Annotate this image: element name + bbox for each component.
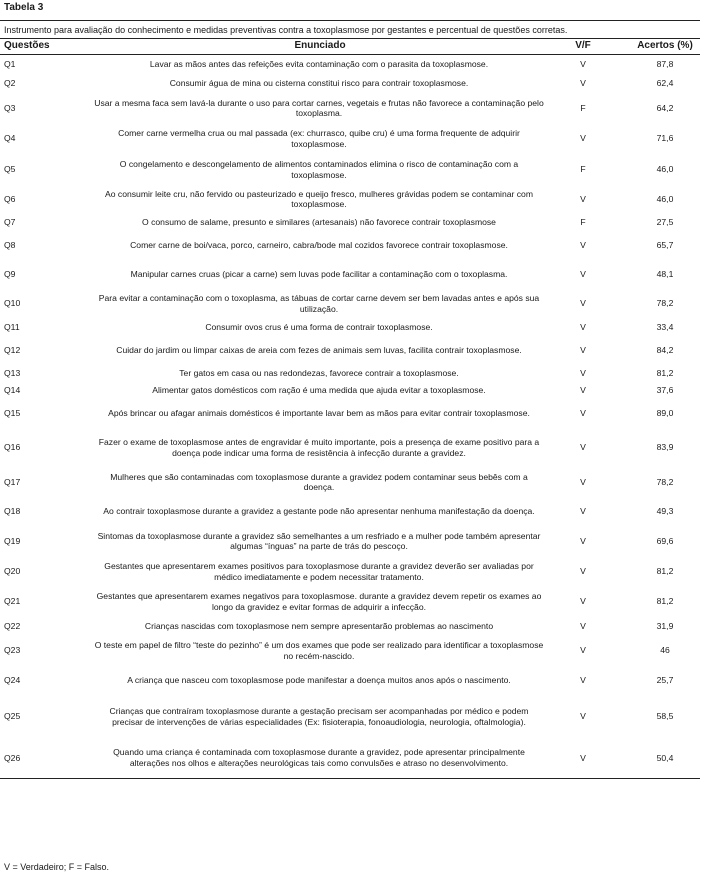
- correct-percent: 87,8: [656, 59, 674, 69]
- question-id: Q21: [4, 596, 21, 607]
- true-false: V: [580, 298, 586, 309]
- true-false: V: [580, 133, 586, 144]
- correct-percent: 46,0: [656, 193, 674, 204]
- correct-percent: 33,4: [656, 321, 674, 332]
- true-false: F: [580, 102, 586, 113]
- correct-percent: 31,9: [656, 620, 674, 631]
- question-id: Q13: [4, 367, 21, 378]
- correct-percent: 48,1: [656, 268, 674, 279]
- table-row: [0, 214, 700, 231]
- true-false: V: [580, 384, 586, 395]
- question-id: Q8: [4, 239, 16, 250]
- statement: Gestantes que apresentarem exames positivos para toxoplasmose durante a gravidez deverão ser avaliadas por médico imediatamente e podem necessitar tratamento.: [104, 561, 534, 582]
- statement: Gestantes que apresentarem exames negativos para toxoplasmose. durante a gravidez devem repetir os exames ao longo da gravidez e evitar formas de adquirir a infecção.: [96, 591, 542, 612]
- table-row: [0, 666, 700, 696]
- statement: Comer carne vermelha crua ou mal passada (ex: churrasco, quibe cru) é uma forma frequente de adquirir toxoplasmose.: [118, 128, 520, 149]
- table-row: [0, 399, 700, 428]
- correct-percent: 78,2: [656, 476, 674, 487]
- true-false: V: [580, 59, 586, 69]
- table-row: [0, 155, 700, 185]
- question-id: Q11: [4, 321, 20, 332]
- question-id: Q9: [4, 268, 16, 279]
- table-row: [0, 636, 700, 666]
- question-id: Q15: [4, 407, 21, 418]
- question-id: Q20: [4, 566, 21, 577]
- true-false: V: [580, 321, 586, 332]
- true-false: V: [580, 442, 586, 453]
- statement: Lavar as mãos antes das refeições evita contaminação com o parasita da toxoplasmose.: [149, 59, 489, 69]
- question-id: Q26: [0, 738, 86, 779]
- question-id: Q2: [4, 78, 16, 89]
- questions-table: [0, 39, 700, 779]
- statement: Ao consumir leite cru, não fervido ou pasteurizado e queijo fresco, mulheres grávidas podem se contaminar com toxoplasmose.: [105, 188, 533, 209]
- statement: Mulheres que são contaminadas com toxoplasmose durante a gravidez podem contaminar seus bebês com a doença.: [110, 471, 528, 492]
- correct-percent: 58,5: [656, 711, 674, 722]
- correct-percent: 37,6: [656, 384, 674, 395]
- table-row: [0, 289, 700, 319]
- question-id: Q23: [4, 645, 21, 656]
- correct-percent: 78,2: [656, 298, 674, 309]
- table-row: [0, 587, 700, 617]
- true-false: F: [580, 216, 586, 227]
- correct-percent: 49,3: [656, 505, 674, 516]
- top-rule: [0, 20, 700, 21]
- table-row: [0, 617, 700, 636]
- true-false: V: [580, 239, 586, 250]
- question-id: Q19: [4, 535, 21, 546]
- table-body: [0, 55, 700, 779]
- table-row: [0, 428, 700, 468]
- table-row: [0, 696, 700, 738]
- question-id: Q6: [4, 193, 16, 204]
- table-row: [0, 185, 700, 214]
- statement: Comer carne de boi/vaca, porco, carneiro, cabra/bode mal cozidos favorece contrair toxoplasmose.: [130, 239, 508, 250]
- statement: Para evitar a contaminação com o toxoplasma, as tábuas de cortar carne devem ser bem lavadas antes e após sua utilização.: [98, 293, 540, 314]
- correct-percent: 71,6: [656, 133, 674, 144]
- table-row: [0, 74, 700, 94]
- correct-percent: 46,0: [656, 164, 674, 175]
- table-row: [0, 557, 700, 587]
- correct-percent: 89,0: [656, 407, 674, 418]
- true-false: V: [580, 268, 586, 279]
- table-row: [0, 526, 700, 557]
- header-vf: V/F: [554, 39, 612, 55]
- table-row: [0, 319, 700, 336]
- question-id: Q22: [4, 620, 21, 631]
- correct-percent: 50,4: [612, 738, 700, 779]
- statement: O consumo de salame, presunto e similares (artesanais) não favorece contrair toxoplasmose: [142, 216, 496, 227]
- question-id: Q18: [4, 505, 21, 516]
- question-id: Q7: [4, 216, 16, 227]
- table-label: Tabela 3: [4, 2, 44, 13]
- table-row: [0, 94, 700, 123]
- statement: Após brincar ou afagar animais domésticos é importante lavar bem as mãos para evitar contrair toxoplasmose.: [108, 407, 530, 418]
- statement: Manipular carnes cruas (picar a carne) sem luvas pode facilitar a contaminação com o toxoplasma.: [130, 268, 508, 279]
- correct-percent: 27,5: [656, 216, 674, 227]
- correct-percent: 64,2: [656, 102, 674, 113]
- statement: Ter gatos em casa ou nas redondezas, favorece contrair a toxoplasmose.: [179, 367, 459, 378]
- question-id: Q16: [4, 442, 21, 453]
- true-false: V: [580, 620, 586, 631]
- table-caption: Instrumento para avaliação do conhecimento e medidas preventivas contra a toxoplasmose por gestantes e percentual de questões corretas.: [4, 25, 568, 35]
- table-footnote: V = Verdadeiro; F = Falso.: [4, 862, 110, 872]
- true-false: V: [580, 193, 586, 204]
- correct-percent: 84,2: [656, 344, 674, 355]
- true-false: V: [580, 596, 586, 607]
- question-id: Q12: [4, 344, 21, 355]
- statement: Alimentar gatos domésticos com ração é uma medida que ajuda evitar a toxoplasmose.: [152, 384, 486, 395]
- question-id: Q17: [4, 476, 21, 487]
- true-false: V: [580, 535, 586, 546]
- statement: Cuidar do jardim ou limpar caixas de areia com fezes de animais sem luvas, facilita contrair toxoplasmose.: [116, 344, 522, 355]
- question-id: Q3: [4, 102, 16, 113]
- table-row: [0, 497, 700, 526]
- true-false: V: [554, 738, 612, 779]
- true-false: V: [580, 407, 586, 418]
- statement: Usar a mesma faca sem lavá-la durante o uso para cortar carnes, vegetais e frutas não favorece a contaminação pelo toxoplasma.: [94, 97, 544, 118]
- table-row: [0, 123, 700, 155]
- table-row: [0, 55, 700, 74]
- correct-percent: 81,2: [656, 367, 674, 378]
- table-row: [0, 231, 700, 260]
- statement: O congelamento e descongelamento de alimentos contaminados elimina o risco de contaminação com a toxoplasmose.: [119, 159, 519, 180]
- header-questoes: Questões: [0, 39, 86, 55]
- question-id: Q24: [4, 675, 21, 686]
- question-id: Q1: [4, 59, 16, 69]
- table-header-row: [0, 39, 700, 55]
- table-row: [0, 336, 700, 365]
- true-false: V: [580, 566, 586, 577]
- true-false: V: [580, 476, 586, 487]
- header-enunciado: Enunciado: [86, 39, 554, 55]
- statement: Crianças nascidas com toxoplasmose nem sempre apresentarão problemas ao nascimento: [144, 620, 494, 631]
- table-row: [0, 260, 700, 289]
- question-id: Q10: [4, 298, 21, 309]
- question-id: Q14: [4, 384, 21, 395]
- correct-percent: 25,7: [656, 675, 674, 686]
- true-false: V: [580, 367, 586, 378]
- statement: A criança que nasceu com toxoplasmose pode manifestar a doença muitos anos após o nascimento.: [127, 675, 511, 686]
- correct-percent: 83,9: [656, 442, 674, 453]
- question-id: Q4: [4, 133, 16, 144]
- true-false: F: [580, 164, 586, 175]
- table-row: [0, 382, 700, 399]
- question-id: Q5: [4, 164, 16, 175]
- true-false: V: [580, 344, 586, 355]
- table-row: [0, 468, 700, 497]
- statement: Crianças que contraíram toxoplasmose durante a gestação precisam ser acompanhadas por médico e podem precisar de intervenções de várias especialidades (Ex: fisioterapia, fonoaudiologia, neurologia, oftalmologia).: [109, 706, 529, 727]
- correct-percent: 69,6: [656, 535, 674, 546]
- true-false: V: [580, 675, 586, 686]
- statement: Quando uma criança é contaminada com toxoplasmose durante a gravidez, pode apresentar principalmente alterações nos olhos e alterações neurológicas tais como convulsões e atraso no desenvolvimento.: [86, 738, 554, 779]
- true-false: V: [580, 711, 586, 722]
- table-row: [0, 738, 700, 779]
- true-false: V: [580, 505, 586, 516]
- statement: Consumir água de mina ou cisterna constitui risco para contrair toxoplasmose.: [169, 78, 469, 89]
- header-acertos: Acertos (%): [612, 39, 700, 55]
- correct-percent: 81,2: [656, 566, 674, 577]
- statement: Fazer o exame de toxoplasmose antes de engravidar é muito importante, pois a presença de exame positivo para a doença pode indicar uma forma de resistência à infecção durante a gravidez.: [98, 437, 540, 458]
- statement: Sintomas da toxoplasmose durante a gravidez são semelhantes a um resfriado e a mulher pode também apresentar algumas “ínguas” na parte de trás do pescoço.: [97, 530, 541, 551]
- statement: Ao contrair toxoplasmose durante a gravidez a gestante pode não apresentar nenhuma manifestação da doença.: [103, 505, 535, 516]
- true-false: V: [580, 78, 586, 89]
- correct-percent: 62,4: [656, 78, 674, 89]
- table-row: [0, 365, 700, 382]
- statement: Consumir ovos crus é uma forma de contrair toxoplasmose.: [205, 321, 433, 332]
- correct-percent: 46: [660, 645, 670, 656]
- correct-percent: 81,2: [656, 596, 674, 607]
- statement: O teste em papel de filtro “teste do pezinho” é um dos exames que pode ser realizado para identificar a toxoplasmose no recém-nascido.: [94, 640, 544, 661]
- correct-percent: 65,7: [656, 239, 674, 250]
- question-id: Q25: [4, 711, 21, 722]
- true-false: V: [580, 645, 586, 656]
